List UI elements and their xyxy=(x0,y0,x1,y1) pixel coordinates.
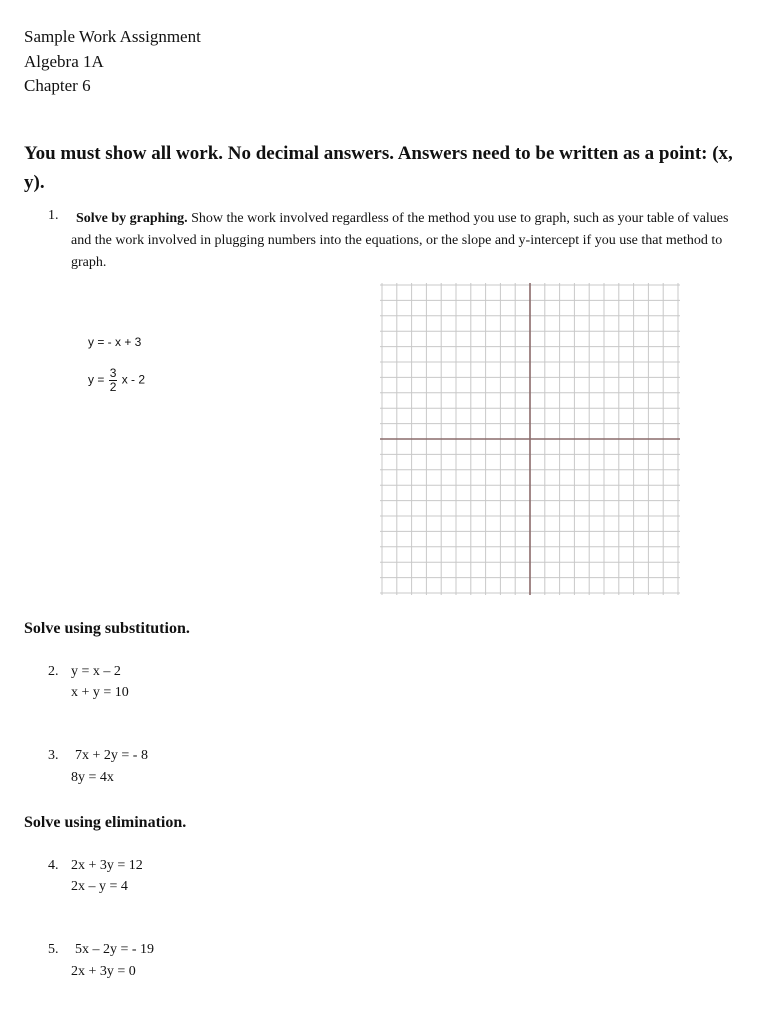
question-1-body: Show the work involved regardless of the method you use to graph, such as your table of values and the work involved in plugging numbers into the equations, or the slope and y-intercept if you use that method to graph. xyxy=(71,211,729,270)
question-5-equation-2: 2x + 3y = 0 xyxy=(71,964,136,979)
equation-2-right: x - 2 xyxy=(121,372,146,387)
question-5-equation-1: 5x – 2y = - 19 xyxy=(75,942,155,957)
question-1-equation-2 xyxy=(88,367,145,394)
header-course: Algebra 1A xyxy=(24,52,104,71)
question-1-lead: Solve by graphing. xyxy=(76,211,188,226)
fraction-numerator: 3 xyxy=(109,366,117,380)
question-3-equation-1: 7x + 2y = - 8 xyxy=(75,748,148,763)
question-2-number: 2. xyxy=(48,664,59,679)
equation-2-left: y = xyxy=(88,372,105,387)
header-chapter: Chapter 6 xyxy=(24,76,91,95)
question-5-number: 5. xyxy=(48,942,59,957)
question-3-equation-2: 8y = 4x xyxy=(71,770,114,785)
question-3-number: 3. xyxy=(48,748,59,763)
fraction-denominator: 2 xyxy=(109,380,117,394)
substitution-heading: Solve using substitution. xyxy=(24,620,190,637)
instructions: You must show all work. No decimal answers. Answers need to be written as a point: (x, y). xyxy=(24,143,733,193)
question-1-text xyxy=(71,208,736,274)
question-4-number: 4. xyxy=(48,858,59,873)
question-2-equation-1: y = x – 2 xyxy=(71,664,121,679)
question-2-equation-2: x + y = 10 xyxy=(71,685,129,700)
question-1-number: 1. xyxy=(48,208,59,223)
header-assignment-title: Sample Work Assignment xyxy=(24,27,201,46)
elimination-heading: Solve using elimination. xyxy=(24,814,187,831)
question-4-equation-1: 2x + 3y = 12 xyxy=(71,858,143,873)
question-1-equation-1: y = - x + 3 xyxy=(88,335,142,349)
question-4-equation-2: 2x – y = 4 xyxy=(71,879,128,894)
coordinate-grid[interactable] xyxy=(380,283,680,595)
equation-2-fraction xyxy=(109,367,118,394)
